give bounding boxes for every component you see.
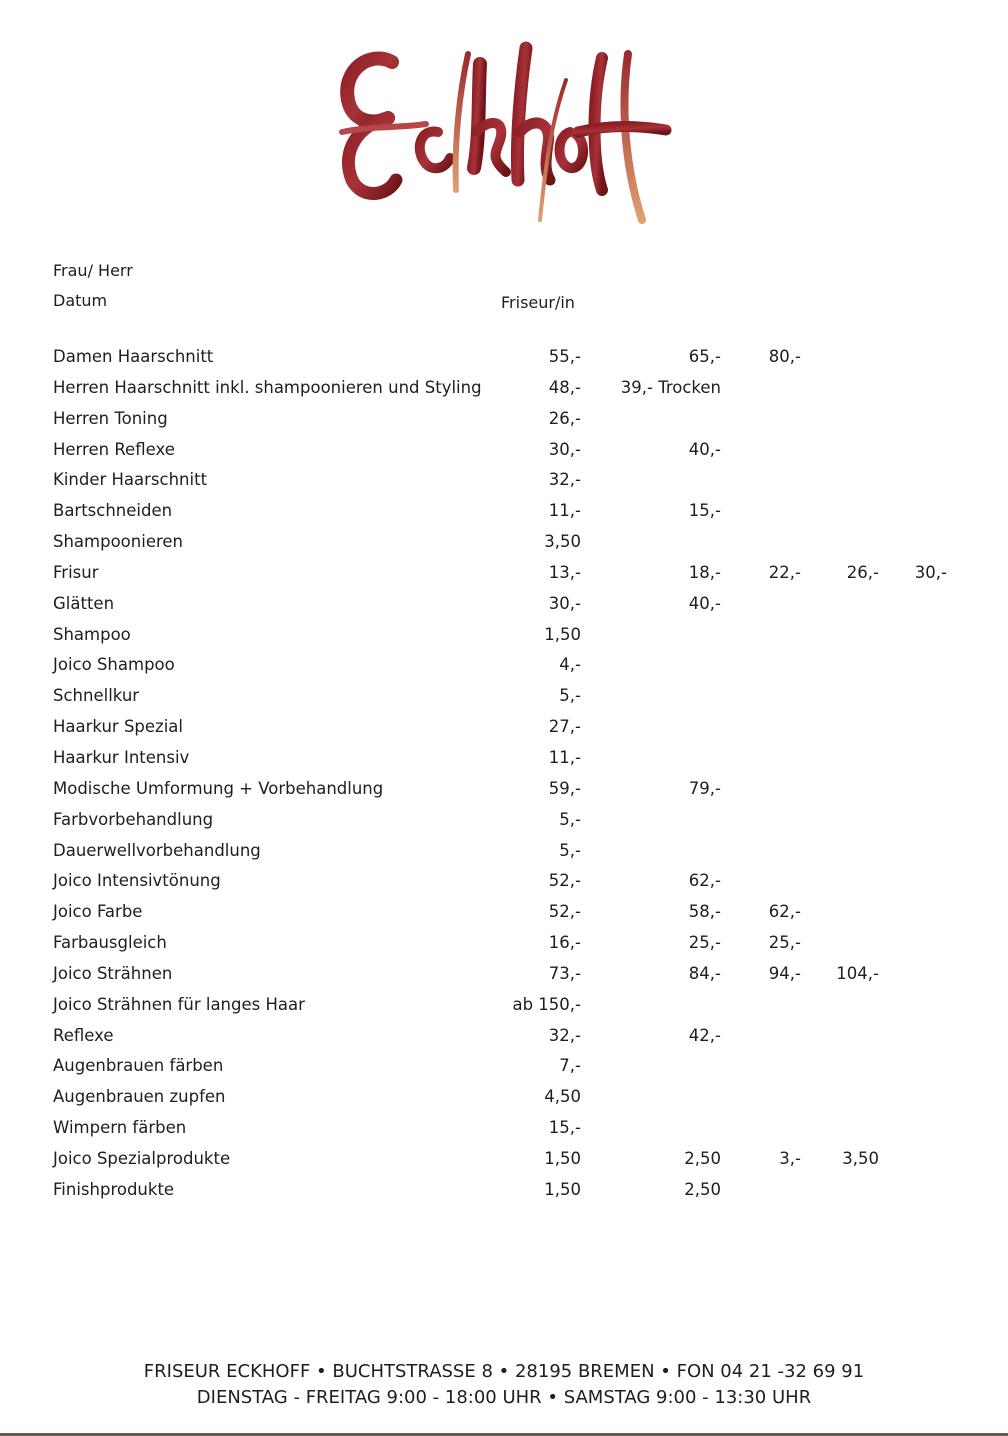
price-tier-1: 5,- [559, 686, 581, 706]
price-tier-2: 40,- [688, 593, 721, 613]
price-tier-4: 3,50 [842, 1148, 879, 1168]
service-row [0, 1178, 1008, 1209]
price-tier-1: 7,- [559, 1056, 581, 1076]
service-name: Reflexe [53, 1025, 114, 1045]
price-tier-1: 48,- [548, 377, 581, 397]
price-tier-1: 27,- [548, 717, 581, 737]
price-tier-1: 32,- [548, 1025, 581, 1045]
service-row [0, 1085, 1008, 1116]
price-tier-1: 59,- [548, 778, 581, 798]
price-tier-2: 39,- Trocken [620, 377, 721, 397]
footer-hours: DIENSTAG - FREITAG 9:00 - 18:00 UHR • SAMSTAG 9:00 - 13:30 UHR [196, 1387, 812, 1408]
footer-address: FRISEUR ECKHOFF • BUCHTSTRASSE 8 • 28195 BREMEN • FON 04 21 -32 69 91 [143, 1361, 865, 1382]
service-name: Bartschneiden [53, 501, 173, 521]
service-row [0, 623, 1008, 654]
service-name: Joico Intensivtönung [53, 871, 221, 891]
service-row [0, 931, 1008, 962]
service-row [0, 345, 1008, 376]
service-name: Frisur [53, 562, 99, 582]
service-name: Glätten [53, 593, 115, 613]
price-tier-1: 5,- [559, 809, 581, 829]
service-row [0, 499, 1008, 530]
price-tier-1: 32,- [548, 470, 581, 490]
price-tier-2: 18,- [688, 562, 721, 582]
service-name: Joico Farbe [53, 902, 143, 922]
stylist-label: Friseur/in [501, 293, 575, 312]
price-tier-1: 3,50 [544, 532, 581, 552]
service-row [0, 468, 1008, 499]
service-name: Joico Spezialprodukte [53, 1148, 231, 1168]
price-tier-3: 80,- [768, 347, 801, 366]
service-row [0, 993, 1008, 1024]
service-name: Damen Haarschnitt [53, 347, 214, 366]
price-tier-1: 16,- [548, 933, 581, 953]
service-name: Haarkur Intensiv [53, 747, 190, 767]
service-row [0, 407, 1008, 438]
price-tier-2: 62,- [688, 871, 721, 891]
price-tier-1: 30,- [548, 593, 581, 613]
service-name: Herren Reflexe [53, 439, 175, 459]
price-tier-1: 1,50 [544, 624, 581, 644]
service-name: Herren Haarschnitt inkl. shampoonieren und Styling [53, 377, 482, 397]
price-tier-3: 25,- [768, 933, 801, 953]
service-name: Farbausgleich [53, 933, 167, 953]
price-tier-2: 2,50 [684, 1148, 721, 1168]
service-row [0, 438, 1008, 469]
service-row [0, 900, 1008, 931]
price-tier-1: 11,- [548, 501, 581, 521]
price-tier-2: 84,- [688, 963, 721, 983]
service-name: Haarkur Spezial [53, 717, 183, 737]
service-row [0, 530, 1008, 561]
price-tier-3: 62,- [768, 902, 801, 922]
price-tier-3: 22,- [768, 562, 801, 582]
price-tier-2: 58,- [688, 902, 721, 922]
service-row [0, 592, 1008, 623]
price-list [0, 345, 1008, 1209]
service-row [0, 684, 1008, 715]
service-name: Finishprodukte [53, 1179, 175, 1199]
price-tier-1: 1,50 [544, 1148, 581, 1168]
service-name: Joico Strähnen [53, 963, 173, 983]
service-row [0, 376, 1008, 407]
price-tier-1: 13,- [548, 562, 581, 582]
service-name: Kinder Haarschnitt [53, 470, 208, 490]
price-tier-2: 15,- [688, 501, 721, 521]
service-row [0, 653, 1008, 684]
price-tier-3: 94,- [768, 963, 801, 983]
price-tier-1: 4,50 [544, 1087, 581, 1107]
service-row [0, 1024, 1008, 1055]
price-tier-1: 52,- [548, 871, 581, 891]
customer-label: Frau/ Herr [53, 261, 133, 280]
service-name: Augenbrauen zupfen [53, 1087, 226, 1107]
service-name: Augenbrauen färben [53, 1056, 224, 1076]
price-tier-1: 4,- [559, 655, 581, 675]
price-tier-2: 40,- [688, 439, 721, 459]
service-row [0, 808, 1008, 839]
price-tier-1: 11,- [548, 747, 581, 767]
price-tier-2: 2,50 [684, 1179, 721, 1199]
service-name: Shampoonieren [53, 532, 184, 552]
price-tier-1: 73,- [548, 963, 581, 983]
price-tier-1: 55,- [548, 347, 581, 366]
service-row [0, 777, 1008, 808]
date-label: Datum [53, 291, 108, 310]
service-row [0, 1054, 1008, 1085]
price-tier-3: 3,- [779, 1148, 801, 1168]
service-name: Farbvorbehandlung [53, 809, 214, 829]
price-tier-2: 79,- [688, 778, 721, 798]
service-row [0, 746, 1008, 777]
price-tier-1: 5,- [559, 840, 581, 860]
price-tier-2: 25,- [688, 933, 721, 953]
service-row [0, 561, 1008, 592]
price-tier-1: 15,- [548, 1118, 581, 1138]
service-row [0, 839, 1008, 870]
service-name: Joico Shampoo [53, 655, 175, 675]
price-tier-1: 1,50 [544, 1179, 581, 1199]
service-row [0, 715, 1008, 746]
service-name: Modische Umformung + Vorbehandlung [53, 778, 384, 798]
price-tier-1: 52,- [548, 902, 581, 922]
service-row [0, 962, 1008, 993]
service-row [0, 869, 1008, 900]
service-name: Herren Toning [53, 408, 168, 428]
price-tier-2: 42,- [688, 1025, 721, 1045]
service-name: Schnellkur [53, 686, 140, 706]
service-name: Wimpern färben [53, 1118, 187, 1138]
service-name: Joico Strähnen für langes Haar [53, 994, 305, 1014]
service-name: Dauerwellvorbehandlung [53, 840, 261, 860]
price-tier-2: 65,- [688, 347, 721, 366]
service-row [0, 1116, 1008, 1147]
price-tier-1: 26,- [548, 408, 581, 428]
service-name: Shampoo [53, 624, 131, 644]
price-tier-1: ab 150,- [512, 994, 581, 1014]
price-tier-1: 30,- [548, 439, 581, 459]
price-tier-4: 104,- [836, 963, 879, 983]
price-tier-5: 30,- [914, 562, 947, 582]
service-row [0, 1147, 1008, 1178]
price-tier-4: 26,- [846, 562, 879, 582]
eckhoff-logo [330, 40, 675, 230]
